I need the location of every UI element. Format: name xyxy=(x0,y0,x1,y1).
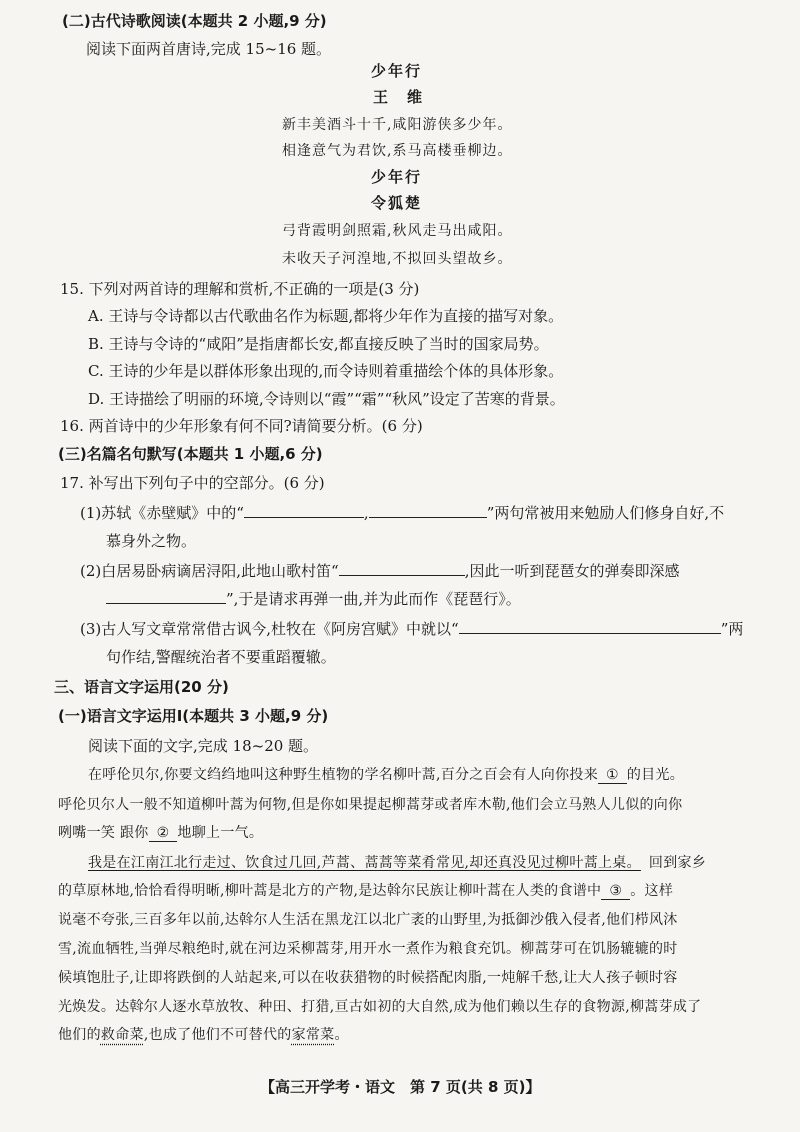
p2-line1 xyxy=(88,852,706,872)
blank-2[interactable]: ② xyxy=(149,825,178,842)
p1-line3-text-a: 咧嘴一笑 跟你 xyxy=(58,825,149,841)
q17-item2-text-a: (2)白居易卧病谪居浔阳,此地山歌村笛“ xyxy=(80,562,339,580)
page-footer: 【高三开学考・语文 第 7 页(共 8 页)】 xyxy=(260,1078,541,1096)
p2-line1-rest: 回到家乡 xyxy=(648,855,707,871)
poem2-title: 少年行 xyxy=(371,168,423,186)
p1-line1-text-b: 的目光。 xyxy=(626,767,685,783)
p2-line6: 光焕发。达斡尔人逐水草放牧、种田、打猎,亘古如初的大自然,成为他们赖以生存的食物源,柳蒿芽成了 xyxy=(58,999,702,1015)
q17-item1-sep: , xyxy=(363,504,369,522)
part3-heading: 三、语言文字运用(20 分) xyxy=(54,678,229,696)
q17-item3-cont: 句作结,警醒统治者不要重蹈覆辙。 xyxy=(106,648,336,666)
p2-line7-emphasis1: 救命菜 xyxy=(100,1027,144,1043)
q17-stem: 17. 补写出下列句子中的空部分。(6 分) xyxy=(60,474,325,492)
p2-line7-text-c: 。 xyxy=(334,1027,349,1043)
poem1-line1: 新丰美酒斗十千,咸阳游侠多少年。 xyxy=(282,117,513,133)
p1-line2: 呼伦贝尔人一般不知道柳叶蒿为何物,但是你如果提起柳蒿芽或者库木勒,他们会立马熟人儿似的向你 xyxy=(58,797,683,813)
poem2-line1: 弓背霞明剑照霜,秋风走马出咸阳。 xyxy=(282,223,513,239)
poem2-line2: 未收天子河湟地,不拟回头望故乡。 xyxy=(282,251,513,267)
q17-item1-cont: 慕身外之物。 xyxy=(106,532,197,550)
p2-line7-emphasis2: 家常菜 xyxy=(291,1027,335,1043)
q15-option-c: C. 王诗的少年是以群体形象出现的,而令诗则着重描绘个体的具体形象。 xyxy=(88,362,564,380)
q17-item2-text-c: ”,于是请求再弹一曲,并为此而作《琵琶行》。 xyxy=(226,590,521,608)
section2-instruction: 阅读下面两首唐诗,完成 15~16 题。 xyxy=(86,40,332,58)
q17-item2-blank1[interactable] xyxy=(339,561,465,576)
q15-option-a: A. 王诗与令诗都以古代歌曲名作为标题,都将少年作为直接的描写对象。 xyxy=(88,307,564,325)
part3-instruction: 阅读下面的文字,完成 18~20 题。 xyxy=(88,737,319,755)
p1-line3 xyxy=(58,822,263,842)
p2-line7-text-b: ,也成了他们不可替代的 xyxy=(143,1027,292,1043)
p2-line4: 雪,流血牺牲,当弹尽粮绝时,就在河边采柳蒿芽,用开水一煮作为粮食充饥。柳蒿芽可在饥肠辘辘的时 xyxy=(58,941,678,957)
blank-1[interactable]: ① xyxy=(598,767,627,784)
p1-line1-text-a: 在呼伦贝尔,你要文绉绉地叫这种野生植物的学名柳叶蒿,百分之百会有人向你投来 xyxy=(88,767,598,783)
p2-line3: 说毫不夸张,三百多年以前,达斡尔人生活在黑龙江以北广袤的山野里,为抵御沙俄入侵者,他们栉风沐 xyxy=(58,912,678,928)
section3-heading: (三)名篇名句默写(本题共 1 小题,6 分) xyxy=(58,445,323,463)
q15-stem: 15. 下列对两首诗的理解和赏析,不正确的一项是(3 分) xyxy=(60,280,420,298)
q17-item1 xyxy=(80,502,724,523)
q17-item3 xyxy=(80,618,743,639)
q17-item2-text-b: ,因此一听到琵琶女的弹奏即深感 xyxy=(464,562,680,580)
p1-line1 xyxy=(88,764,684,784)
p2-line2 xyxy=(58,880,673,900)
q17-item1-text-b: ”两句常被用来勉励人们修身自好,不 xyxy=(486,504,725,522)
section2-heading: (二)古代诗歌阅读(本题共 2 小题,9 分) xyxy=(62,12,327,30)
q17-item1-blank1[interactable] xyxy=(244,503,364,518)
p2-line2-text-b: 。这样 xyxy=(630,883,674,899)
q17-item2-cont xyxy=(106,588,521,609)
poem1-line2: 相逢意气为君饮,系马高楼垂柳边。 xyxy=(282,143,513,159)
q16-stem: 16. 两首诗中的少年形象有何不同?请简要分析。(6 分) xyxy=(60,417,423,435)
p2-line7-text-a: 他们的 xyxy=(58,1027,101,1043)
poem1-author: 王 维 xyxy=(373,88,425,106)
q15-option-d: D. 王诗描绘了明丽的环境,令诗则以“霞”“霜”“秋风”设定了苦寒的背景。 xyxy=(88,390,565,408)
p1-line3-text-b: 地聊上一气。 xyxy=(177,825,264,841)
p2-line2-text-a: 的草原林地,恰恰看得明晰,柳叶蒿是北方的产物,是达斡尔民族让柳叶蒿在人类的食谱中 xyxy=(58,883,602,899)
poem1-title: 少年行 xyxy=(371,62,423,80)
q17-item2 xyxy=(80,560,679,581)
q17-item1-blank2[interactable] xyxy=(369,503,487,518)
part3-sub-heading: (一)语言文字运用Ⅰ(本题共 3 小题,9 分) xyxy=(58,707,329,725)
q17-item3-blank1[interactable] xyxy=(459,619,721,634)
p2-line7 xyxy=(58,1024,349,1044)
p2-line1-underlined: 我是在江南江北行走过、饮食过几回,芦蒿、蒿蒿等菜肴常见,却还真没见过柳叶蒿上桌。 xyxy=(88,855,641,871)
q17-item3-text-b: ”两 xyxy=(720,620,744,638)
q15-option-b: B. 王诗与令诗的“咸阳”是指唐都长安,都直接反映了当时的国家局势。 xyxy=(88,335,549,353)
p2-line5: 候填饱肚子,让即将跌倒的人站起来,可以在收获猎物的时候搭配肉脂,一炖解千愁,让大人孩子顿时容 xyxy=(58,970,678,986)
q17-item1-text-a: (1)苏轼《赤壁赋》中的“ xyxy=(80,504,244,522)
poem2-author: 令狐楚 xyxy=(371,194,423,212)
blank-3[interactable]: ③ xyxy=(601,883,630,900)
q17-item2-blank2[interactable] xyxy=(106,589,226,604)
q17-item3-text-a: (3)古人写文章常常借古讽今,杜牧在《阿房宫赋》中就以“ xyxy=(80,620,459,638)
